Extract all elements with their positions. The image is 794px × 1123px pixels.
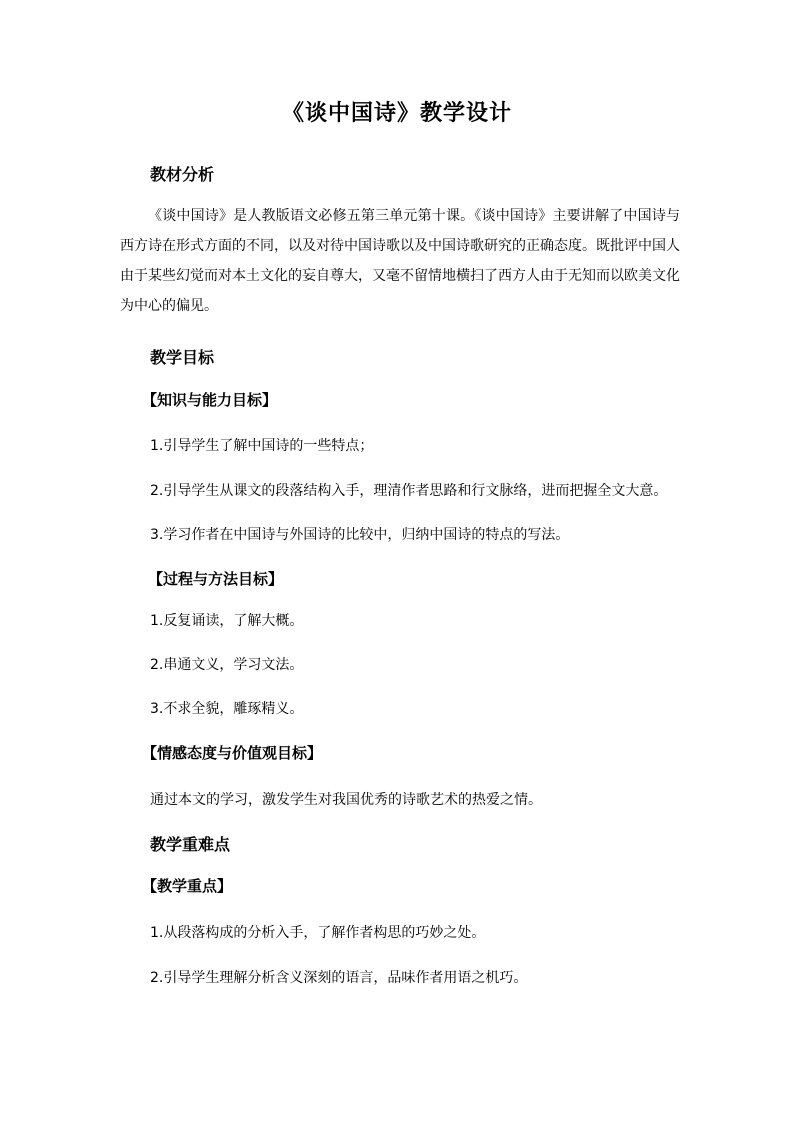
knowledge-goal-item: 2.引导学生从课文的段落结构入手，理清作者思路和行文脉络，进而把握全文大意。 bbox=[150, 483, 668, 499]
knowledge-goals-label: 【知识与能力目标】 bbox=[142, 391, 278, 409]
process-goals-label: 【过程与方法目标】 bbox=[148, 570, 284, 588]
knowledge-goal-item: 1.引导学生了解中国诗的一些特点； bbox=[150, 438, 374, 454]
materials-paragraph: 《谈中国诗》是人教版语文必修五第三单元第十课。《谈中国诗》主要讲解了中国诗与西方诗在形式方面的不同，以及对待中国诗歌以及中国诗歌研究的正确态度。既批评中国人由于某些幻觉而对本土文化的妄自尊大，又毫不留情地横扫了西方人由于无知而以欧美文化为中心的偏见。 bbox=[120, 208, 680, 314]
focus-item: 2.引导学生理解分析含义深刻的语言，品味作者用语之机巧。 bbox=[150, 970, 528, 986]
focus-item: 1.从段落构成的分析入手，了解作者构思的巧妙之处。 bbox=[150, 925, 486, 941]
knowledge-goal-item: 3.学习作者在中国诗与外国诗的比较中，归纳中国诗的特点的写法。 bbox=[150, 527, 570, 543]
focus-label: 【教学重点】 bbox=[142, 877, 233, 895]
heading-materials: 教材分析 bbox=[150, 165, 215, 184]
heading-keypoints: 教学重难点 bbox=[150, 835, 231, 854]
emotion-goal-text: 通过本文的学习，激发学生对我国优秀的诗歌艺术的热爱之情。 bbox=[150, 792, 542, 808]
process-goal-item: 3.不求全貌，雕琢精义。 bbox=[150, 701, 304, 717]
process-goal-item: 1.反复诵读，了解大概。 bbox=[150, 613, 304, 629]
heading-goals: 教学目标 bbox=[150, 348, 215, 367]
process-goal-item: 2.串通文义，学习文法。 bbox=[150, 657, 304, 673]
emotion-goals-label: 【情感态度与价值观目标】 bbox=[142, 744, 323, 762]
document-title: 《谈中国诗》教学设计 bbox=[281, 101, 512, 126]
